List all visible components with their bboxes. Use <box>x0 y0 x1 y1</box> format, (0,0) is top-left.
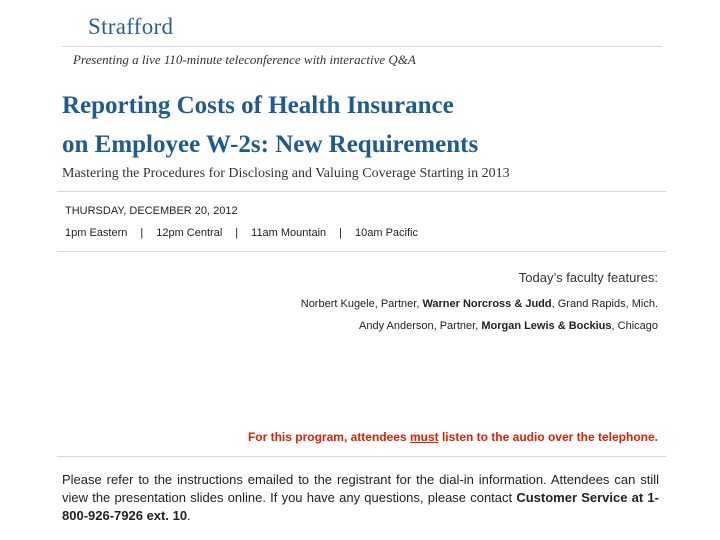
time-pacific: 10am Pacific <box>355 227 418 239</box>
faculty-location: , Grand Rapids, Mich. <box>551 298 658 310</box>
header-divider <box>62 46 662 47</box>
time-mountain: 11am Mountain <box>251 227 327 239</box>
schedule-top-divider <box>57 191 666 192</box>
audio-notice <box>248 430 658 444</box>
instructions-divider <box>57 456 666 457</box>
faculty-firm: Morgan Lewis & Bockius <box>481 320 612 332</box>
time-separator: | <box>235 227 239 239</box>
faculty-name-role: Norbert Kugele, Partner, <box>300 298 423 310</box>
audio-notice-after: listen to the audio over the telephone. <box>438 430 658 444</box>
time-separator: | <box>339 227 343 239</box>
time-separator: | <box>140 227 144 239</box>
time-eastern: 1pm Eastern <box>65 227 128 239</box>
subtitle: Mastering the Procedures for Disclosing and Valuing Coverage Starting in 2013 <box>62 166 510 181</box>
event-times <box>65 227 418 239</box>
audio-notice-before: For this program, attendees <box>247 430 410 444</box>
tagline: Presenting a live 110-minute teleconference with interactive Q&A <box>73 52 416 67</box>
faculty-heading: Today’s faculty features: <box>518 270 658 285</box>
time-central: 12pm Central <box>156 227 223 239</box>
faculty-name-role: Andy Anderson, Partner, <box>359 320 482 332</box>
title-line-1: Reporting Costs of Health Insurance <box>62 92 454 119</box>
faculty-member <box>301 298 658 310</box>
title-line-2: on Employee W-2s: New Requirements <box>62 131 479 158</box>
instructions-paragraph <box>62 471 659 525</box>
instructions-end: . <box>187 508 191 523</box>
instructions-text: Please refer to the instructions emailed to the registrant for the dial-in information. Attendees can still view the presentation slides online. If you have any questions, please contact <box>62 472 659 505</box>
schedule-bottom-divider <box>57 251 666 252</box>
faculty-firm: Warner Norcross & Judd <box>422 298 552 310</box>
strafford-logo: Strafford <box>88 14 174 39</box>
audio-notice-emphasis: must <box>409 430 439 444</box>
faculty-location: , Chicago <box>611 320 658 332</box>
event-date: THURSDAY, DECEMBER 20, 2012 <box>65 205 238 217</box>
customer-service-contact: Customer Service at 1-800-926-7926 ext. 10 <box>62 490 659 523</box>
faculty-member <box>359 320 658 332</box>
